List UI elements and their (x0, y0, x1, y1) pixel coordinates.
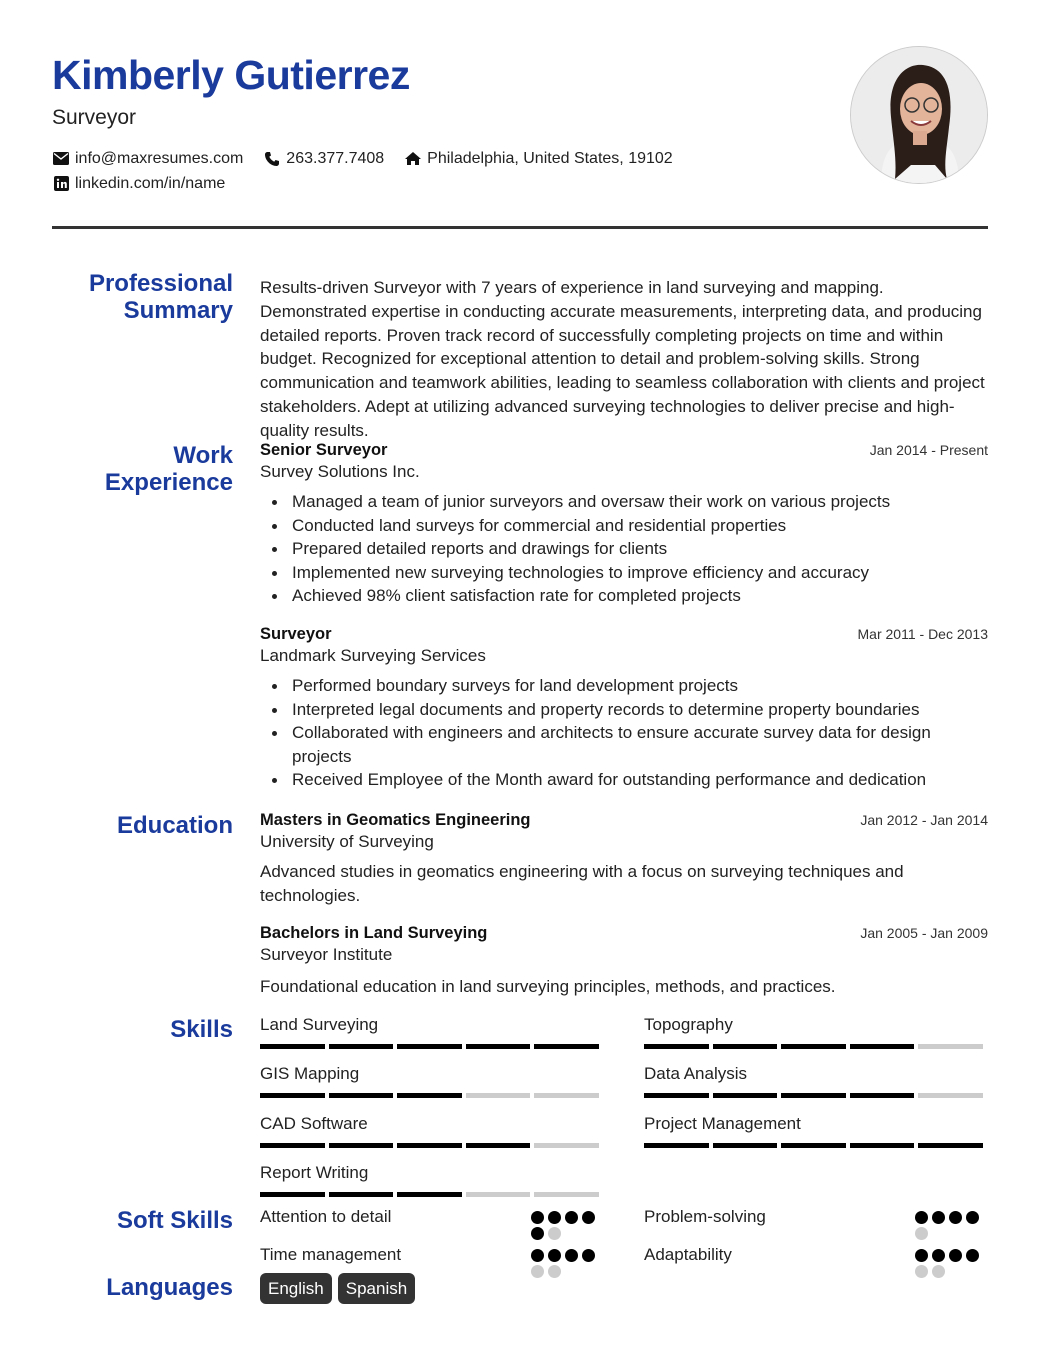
skill-level-segment (918, 1044, 983, 1049)
summary-text: Results-driven Surveyor with 7 years of experience in land surveying and mapping. Demonstrated expertise in conducting accurate measurements, interpreting data, and producing detailed reports. Proven track record of successfully completing projects on time and within budget. Recognized for exceptional attention to detail and problem-solving skills. Strong communication and teamwork abilities, leading to seamless collaboration with clients and project stakeholders. Adept at utilizing advanced surveying technologies to deliver precise and high-quality results. (260, 278, 985, 440)
language-badge: English (260, 1273, 332, 1304)
job-bullets (260, 490, 988, 608)
education-item (260, 811, 988, 908)
skill-level-bar (644, 1143, 987, 1148)
soft-skill-name: Adaptability (644, 1245, 732, 1264)
rating-dot (548, 1249, 561, 1262)
skill-level-segment (713, 1093, 778, 1098)
envelope-icon (52, 150, 70, 168)
skill-level-bar (260, 1192, 603, 1197)
edu-dates: Jan 2005 - Jan 2009 (860, 925, 988, 941)
section-title-summary: Professional Summary (88, 270, 233, 324)
job-dates: Mar 2011 - Dec 2013 (857, 626, 988, 642)
skill-name: Project Management (644, 1114, 801, 1133)
job-dates: Jan 2014 - Present (869, 442, 988, 458)
job-company: Survey Solutions Inc. (260, 462, 420, 481)
skill-level-segment (713, 1143, 778, 1148)
experience-item (260, 625, 988, 792)
contact-block (52, 146, 693, 196)
skill-level-segment (397, 1143, 462, 1148)
skill-level-bar (260, 1044, 603, 1049)
bullet-item: Managed a team of junior surveyors and oversaw their work on various projects (260, 490, 988, 514)
skill-level-segment (260, 1044, 325, 1049)
skill-item (260, 1064, 603, 1098)
edu-school: University of Surveying (260, 832, 434, 851)
skill-name: Land Surveying (260, 1015, 379, 1034)
section-title-experience-text: Work Experience (104, 442, 233, 496)
rating-dot (531, 1227, 544, 1240)
skill-name: GIS Mapping (260, 1064, 360, 1083)
skill-name: Data Analysis (644, 1064, 747, 1083)
language-badge: Spanish (338, 1273, 415, 1304)
skill-level-segment (534, 1143, 599, 1148)
rating-dot (548, 1265, 561, 1278)
rating-dot (949, 1211, 962, 1224)
soft-skill-item (644, 1245, 987, 1281)
skill-item (260, 1114, 603, 1148)
email-text: info@maxresumes.com (75, 149, 244, 167)
skill-level-segment (329, 1044, 394, 1049)
languages-list (260, 1273, 421, 1304)
section-title-experience (52, 442, 233, 496)
rating-dot (915, 1249, 928, 1262)
experience-item (260, 441, 988, 608)
rating-dot (565, 1249, 578, 1262)
soft-skill-rating (531, 1211, 603, 1243)
job-role: Surveyor (260, 625, 332, 643)
rating-dot (915, 1265, 928, 1278)
skill-level-bar (260, 1093, 603, 1098)
rating-dot (932, 1265, 945, 1278)
skill-item (644, 1015, 987, 1049)
skill-item (260, 1015, 603, 1049)
skill-level-segment (781, 1093, 846, 1098)
bullet-item: Received Employee of the Month award for outstanding performance and dedication (260, 768, 978, 792)
resume-header (52, 50, 988, 230)
section-title-education: Education (116, 812, 233, 839)
edu-dates: Jan 2012 - Jan 2014 (860, 812, 988, 828)
skill-level-segment (850, 1044, 915, 1049)
soft-skill-name: Problem-solving (644, 1207, 766, 1226)
bullet-item: Prepared detailed reports and drawings for clients (260, 537, 988, 561)
edu-description: Advanced studies in geomatics engineering with a focus on surveying techniques and technologies. (260, 862, 904, 905)
soft-skill-rating (915, 1211, 987, 1243)
rating-dot (548, 1211, 561, 1224)
skill-name: Topography (644, 1015, 733, 1034)
skill-level-bar (644, 1044, 987, 1049)
skill-item (644, 1064, 987, 1098)
soft-skill-rating (915, 1249, 987, 1281)
edu-description: Foundational education in land surveying principles, methods, and practices. (260, 977, 836, 996)
section-title-skills: Skills (170, 1016, 233, 1043)
skill-level-segment (397, 1044, 462, 1049)
soft-skill-item (260, 1207, 603, 1243)
skill-level-segment (850, 1143, 915, 1148)
skill-level-segment (644, 1093, 709, 1098)
rating-dot (915, 1211, 928, 1224)
rating-dot (531, 1249, 544, 1262)
skill-level-segment (918, 1143, 983, 1148)
rating-dot (582, 1211, 595, 1224)
skill-level-segment (397, 1093, 462, 1098)
skill-level-segment (850, 1093, 915, 1098)
skill-level-segment (534, 1044, 599, 1049)
skill-item (644, 1114, 987, 1148)
skill-name: CAD Software (260, 1114, 368, 1133)
bullet-item: Achieved 98% client satisfaction rate for completed projects (260, 584, 988, 608)
rating-dot (548, 1227, 561, 1240)
rating-dot (582, 1249, 595, 1262)
rating-dot (966, 1249, 979, 1262)
edu-degree: Bachelors in Land Surveying (260, 924, 488, 942)
skill-level-segment (466, 1093, 531, 1098)
skill-name: Report Writing (260, 1163, 369, 1182)
skill-level-segment (918, 1093, 983, 1098)
skill-level-segment (644, 1143, 709, 1148)
rating-dot (531, 1265, 544, 1278)
skill-level-segment (466, 1143, 531, 1148)
skill-level-segment (713, 1044, 778, 1049)
contact-linkedin[interactable] (52, 175, 225, 193)
candidate-title: Surveyor (52, 106, 137, 129)
section-title-soft-skills: Soft Skills (116, 1207, 233, 1234)
skill-level-segment (397, 1192, 462, 1197)
skill-level-segment (781, 1143, 846, 1148)
contact-email[interactable] (52, 150, 243, 168)
skill-level-segment (260, 1192, 325, 1197)
job-role: Senior Surveyor (260, 441, 388, 459)
phone-text: 263.377.7408 (286, 149, 385, 167)
rating-dot (932, 1249, 945, 1262)
rating-dot (932, 1211, 945, 1224)
skill-level-segment (260, 1093, 325, 1098)
edu-school: Surveyor Institute (260, 945, 393, 964)
skill-level-segment (534, 1192, 599, 1197)
skill-level-segment (644, 1044, 709, 1049)
bullet-item: Performed boundary surveys for land development projects (260, 674, 978, 698)
skill-level-segment (781, 1044, 846, 1049)
education-item (260, 924, 988, 999)
rating-dot (565, 1211, 578, 1224)
home-icon (404, 150, 422, 168)
location-text: Philadelphia, United States, 19102 (427, 149, 673, 167)
profile-photo (850, 46, 988, 184)
skill-item (260, 1163, 603, 1197)
bullet-item: Implemented new surveying technologies to improve efficiency and accuracy (260, 561, 988, 585)
rating-dot (949, 1249, 962, 1262)
header-divider (52, 226, 988, 229)
soft-skill-rating (531, 1249, 603, 1281)
skill-level-segment (329, 1192, 394, 1197)
candidate-name: Kimberly Gutierrez (52, 52, 410, 98)
skill-level-segment (466, 1192, 531, 1197)
skill-level-segment (466, 1044, 531, 1049)
rating-dot (966, 1211, 979, 1224)
linkedin-icon (52, 175, 70, 193)
skill-level-segment (260, 1143, 325, 1148)
skill-level-segment (329, 1143, 394, 1148)
bullet-item: Interpreted legal documents and property records to determine property boundaries (260, 698, 978, 722)
contact-location (404, 150, 673, 168)
linkedin-text: linkedin.com/in/name (75, 174, 226, 192)
skill-level-bar (260, 1143, 603, 1148)
job-bullets (260, 674, 988, 792)
bullet-item: Conducted land surveys for commercial and residential properties (260, 514, 988, 538)
bullet-item: Collaborated with engineers and architects to ensure accurate survey data for design projects (260, 721, 978, 768)
soft-skill-name: Time management (260, 1245, 402, 1264)
skill-level-bar (644, 1093, 987, 1098)
job-company: Landmark Surveying Services (260, 646, 486, 665)
contact-phone[interactable] (263, 150, 384, 168)
rating-dot (915, 1227, 928, 1240)
section-title-languages: Languages (106, 1274, 233, 1301)
soft-skill-item (644, 1207, 987, 1243)
edu-degree: Masters in Geomatics Engineering (260, 811, 531, 829)
rating-dot (531, 1211, 544, 1224)
phone-icon (263, 150, 281, 168)
skill-level-segment (329, 1093, 394, 1098)
skill-level-segment (534, 1093, 599, 1098)
soft-skill-name: Attention to detail (260, 1207, 392, 1226)
